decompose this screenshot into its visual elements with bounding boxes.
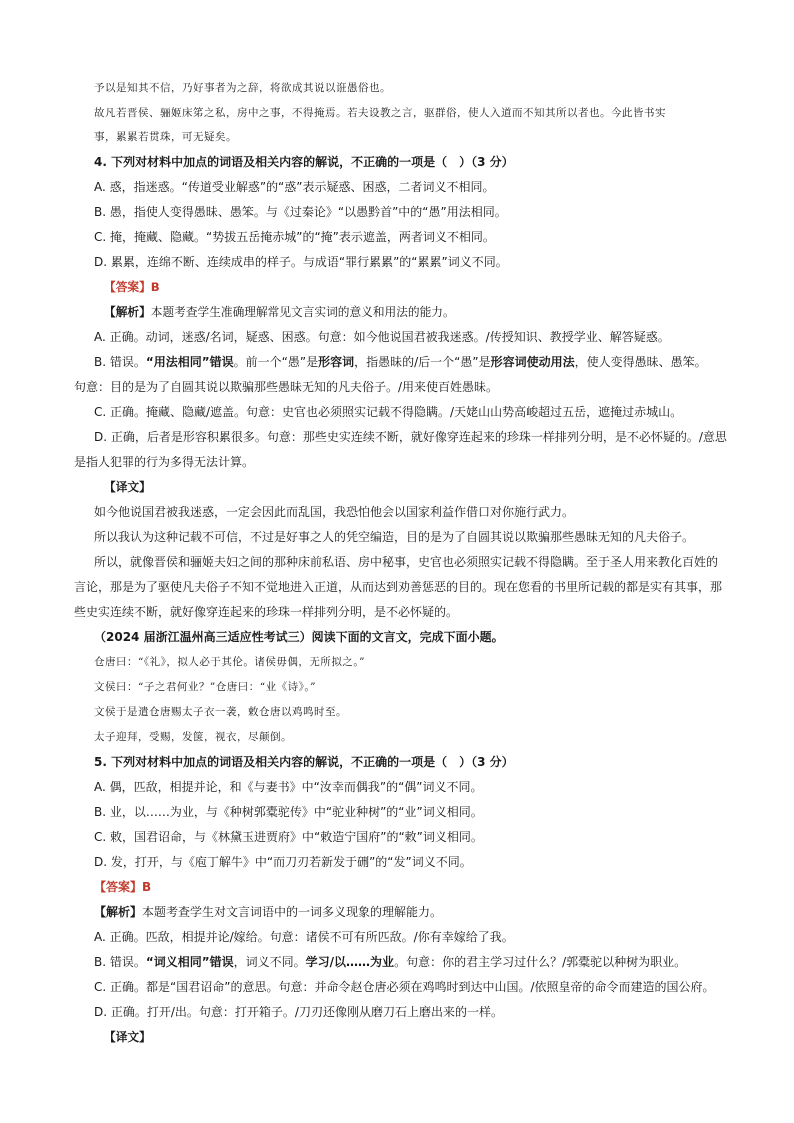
answer-value: B — [150, 280, 160, 294]
answer-line — [94, 879, 734, 895]
text-span: B. 错误。 — [94, 955, 146, 969]
text-span: ，指愚昧的/后一个“愚”是 — [354, 355, 491, 369]
text-span: ，词义不同。 — [233, 955, 306, 969]
option-c: C. 敕，国君诏命，与《林黛玉进贾府》中“敕造宁国府”的“敕”词义相同。 — [94, 830, 483, 844]
analysis-b — [94, 354, 734, 370]
translation-line: 所以我认为这种记载不可信，不过是好事之人的凭空编造，目的是为了自圆其说以欺骗那些愚昧无知的凡夫俗子。 — [94, 530, 695, 544]
analysis-text: 本题考查学生对文言词语中的一词多义现象的理解能力。 — [142, 905, 443, 919]
analysis-c: C. 正确。掩藏、隐藏/遮盖。句意：史官也必须照实记载不得隐瞒。/天姥山山势高峻超过五岳，遮掩过赤城山。 — [94, 405, 683, 419]
translation-line: 些史实连续不断，就好像穿连起来的珍珠一样排列分明，是不必怀疑的。 — [74, 605, 459, 619]
translation-tag: 【译文】 — [104, 480, 151, 494]
ancient-text-line: 予以是知其不信，乃好事者为之辞，将欲成其说以诳愚俗也。 — [94, 82, 391, 94]
bold-span: 学习/以……为业 — [305, 955, 395, 969]
text-span: 。前一个“愚”是 — [233, 355, 319, 369]
ancient-text-line: 文侯于是遣仓唐赐太子衣一袭，敕仓唐以鸡鸣时至。 — [94, 706, 347, 718]
ancient-text-line: 太子迎拜，受赐，发箧，视衣，尽颠倒。 — [94, 731, 292, 743]
analysis-b — [94, 954, 734, 970]
analysis-b-cont: 句意：目的是为了自圆其说以欺骗那些愚昧无知的凡夫俗子。/用来使百姓愚昧。 — [74, 380, 499, 394]
analysis-line — [104, 304, 744, 320]
translation-line: 言论，那是为了驱使凡夫俗子不知不觉地进入正道，从而达到劝善惩恶的目的。现在您看的书里所记载的都是实有其事，那 — [74, 580, 723, 594]
ancient-text-line: 仓唐曰：“《礼》，拟人必于其伦。诸侯毋偶，无所拟之。” — [94, 656, 365, 668]
analysis-tag: 【解析】 — [94, 905, 143, 919]
text-span: 。句意：你的君主学习过什么？/郭橐驼以种树为职业。 — [394, 955, 687, 969]
bold-span: 形容词 — [318, 355, 355, 369]
analysis-a: A. 正确。匹敌，相提并论/嫁给。句意：诸侯不可有所匹敌。/你有幸嫁给了我。 — [94, 930, 514, 944]
translation-line: 所以，就像晋侯和骊姬夫妇之间的那种床前私语、房中秘事，史官也必须照实记载不得隐瞒。至于圣人用来教化百姓的 — [94, 555, 719, 569]
analysis-tag: 【解析】 — [104, 305, 151, 319]
analysis-d: D. 正确。打开/出。句意：打开箱子。/刀刃还像刚从磨刀石上磨出来的一样。 — [94, 1005, 503, 1019]
translation-tag: 【译文】 — [104, 1030, 151, 1044]
option-b: B. 业，以……为业，与《种树郭橐驼传》中“驼业种树”的“业”词义相同。 — [94, 805, 483, 819]
question-4-stem: 4. 下列对材料中加点的词语及相关内容的解说，不正确的一项是（ ）（3 分） — [94, 155, 514, 169]
analysis-d-cont: 是指人犯罪的行为多得无法计算。 — [74, 455, 255, 469]
option-d: D. 发，打开，与《庖丁解牛》中“而刀刃若新发于硎”的“发”词义不同。 — [94, 855, 472, 869]
analysis-c: C. 正确。都是“国君诏命”的意思。句意：并命令赵仓唐必须在鸡鸣时到达中山国。/依照皇帝的命令而建造的国公府。 — [94, 980, 715, 994]
option-a: A. 惑，指迷惑。“传道受业解惑”的“惑”表示疑惑、困惑，二者词义不相同。 — [94, 180, 495, 194]
bold-span: “词义相同”错误 — [145, 955, 234, 969]
option-d: D. 累累，连绵不断、连续成串的样子。与成语“罪行累累”的“累累”词义不同。 — [94, 255, 508, 269]
question-5-stem: 5. 下列对材料中加点的词语及相关内容的解说，不正确的一项是（ ）（3 分） — [94, 755, 514, 769]
analysis-text: 本题考查学生准确理解常见文言实词的意义和用法的能力。 — [150, 305, 455, 319]
answer-tag: 【答案】 — [104, 280, 151, 294]
answer-tag: 【答案】 — [94, 880, 143, 894]
text-span: B. 错误。 — [94, 355, 146, 369]
ancient-text-line: 故凡若晋侯、骊姬床笫之私，房中之事，不得掩焉。若夫设教之言，驱群俗，使人入道而不知其所以者也。今此皆书实 — [94, 107, 666, 119]
option-c: C. 掩，掩藏、隐藏。“势拔五岳掩赤城”的“掩”表示遮盖，两者词义不相同。 — [94, 230, 495, 244]
option-a: A. 偶，匹敌，相提并论，和《与妻书》中“汝幸而偶我”的“偶”词义不同。 — [94, 780, 483, 794]
option-b: B. 愚，指使人变得愚昧、愚笨。与《过秦论》“以愚黔首”中的“愚”用法相同。 — [94, 205, 507, 219]
answer-line — [104, 279, 744, 295]
ancient-text-line: 文侯曰：“子之君何业？”仓唐曰：“业《诗》。” — [94, 681, 316, 693]
text-span: ，使人变得愚昧、愚笨。 — [574, 355, 707, 369]
bold-span: “用法相同”错误 — [145, 355, 234, 369]
analysis-line — [94, 904, 734, 920]
ancient-text-line: 事，累累若贯珠，可无疑矣。 — [94, 131, 237, 143]
analysis-a: A. 正确。动词，迷惑/名词，疑惑、困惑。句意：如今他说国君被我迷惑。/传授知识、教授学业、解答疑惑。 — [94, 330, 670, 344]
bold-span: 形容词使动用法 — [490, 355, 575, 369]
passage-intro: （2024 届浙江温州高三适应性考试三）阅读下面的文言文，完成下面小题。 — [94, 630, 504, 644]
answer-value: B — [142, 880, 152, 894]
analysis-d: D. 正确，后者是形容积累很多。句意：那些史实连续不断，就好像穿连起来的珍珠一样排列分明，是不必怀疑的。/意思 — [94, 430, 727, 444]
translation-line: 如今他说国君被我迷惑，一定会因此而乱国，我恐怕他会以国家利益作借口对你施行武力。 — [94, 505, 575, 519]
